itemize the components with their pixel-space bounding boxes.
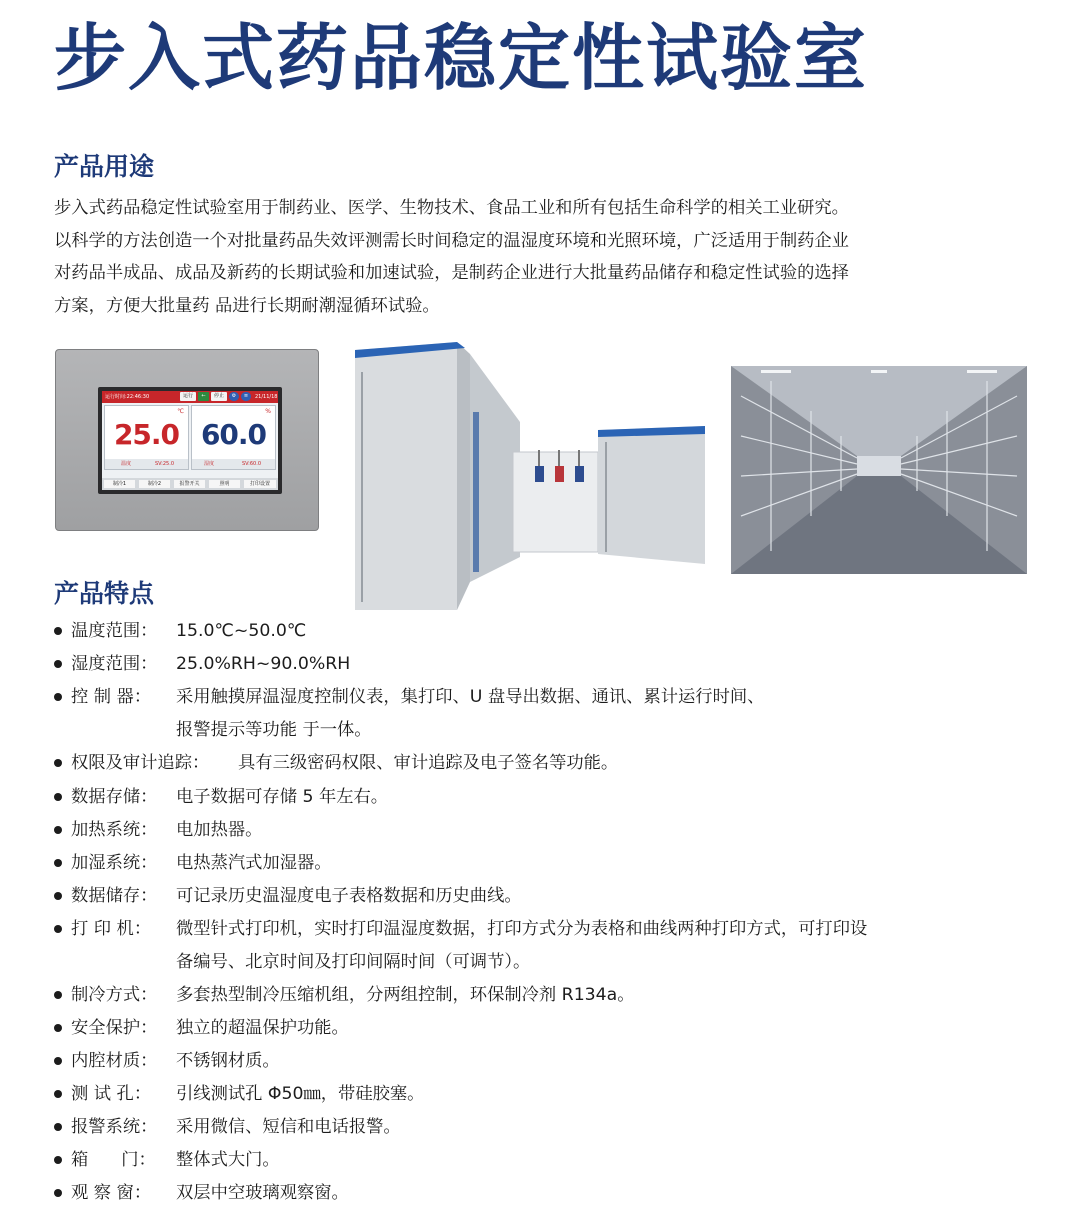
- usage-line: 对药品半成品、成品及新药的长期试验和加速试验，是制药企业进行大批量药品储存和稳定性试验的选择: [54, 263, 849, 283]
- clock-text: 21/11/18: [255, 394, 278, 400]
- feature-label: 数据储存：: [71, 886, 158, 906]
- bullet-icon: [54, 660, 62, 668]
- feature-value: 25.0%RH~90.0%RH: [176, 654, 351, 674]
- feature-value: 微型针式打印机，实时打印温湿度数据，打印方式分为表格和曲线两种打印方式，可打印设: [176, 919, 868, 939]
- feature-value: 独立的超温保护功能。: [176, 1018, 349, 1038]
- hum-footer: [192, 459, 275, 469]
- screen-bottom-bar: [102, 478, 278, 490]
- usage-line: 方案，方便大批量药 品进行长期耐潮湿循环试验。: [54, 295, 440, 316]
- run-time-text: 运行时间:22:46:30: [105, 394, 150, 400]
- bullet-icon: [54, 793, 62, 801]
- usage-line: 步入式药品稳定性试验室用于制药业、医学、生物技术、食品工业和所有包括生命科学的相关工业研究。: [54, 198, 849, 218]
- bullet-icon: [54, 859, 62, 867]
- feature-value: 可记录历史温湿度电子表格数据和历史曲线。: [176, 886, 522, 906]
- chamber-illustration: [355, 342, 705, 610]
- feature-label: 湿度范围：: [71, 654, 158, 674]
- feature-label: 温度范围：: [71, 621, 158, 641]
- cooling1-button: 制冷1: [104, 480, 135, 488]
- feature-value: 具有三级密码权限、审计追踪及电子签名等功能。: [238, 753, 619, 773]
- bullet-icon: [54, 991, 62, 999]
- controller-bezel: [98, 387, 282, 494]
- bullet-icon: [54, 1123, 62, 1131]
- hum-unit: %: [265, 408, 271, 415]
- alarm-switch-button: 报警开关: [174, 480, 205, 488]
- humidity-display: [191, 405, 276, 470]
- feature-value: 15.0℃~50.0℃: [176, 621, 307, 641]
- hum-value: 60.0: [200, 418, 267, 451]
- feature-value: 采用微信、短信和电话报警。: [176, 1117, 401, 1137]
- feature-label: 加湿系统：: [71, 853, 158, 873]
- feature-value: 电加热器。: [176, 820, 263, 840]
- feature-label: 报警系统：: [71, 1117, 158, 1137]
- usage-paragraph: [54, 192, 1044, 322]
- menu-icon: ≡: [241, 392, 251, 401]
- temperature-display: [104, 405, 189, 470]
- bullet-icon: [54, 892, 62, 900]
- back-arrow-icon: ←: [198, 392, 209, 401]
- feature-value: 不锈钢材质。: [176, 1051, 280, 1071]
- shelves-illustration: [731, 366, 1027, 574]
- hum-setpoint: SV:60.0: [242, 461, 262, 467]
- walk-in-chamber-image: [355, 342, 705, 610]
- temp-unit: ℃: [177, 408, 184, 415]
- settings-icon: ⚙: [229, 392, 239, 401]
- lighting-button: 照明: [209, 480, 240, 488]
- features-heading: 产品特点: [54, 579, 155, 608]
- feature-label: 加热系统：: [71, 820, 158, 840]
- feature-continuation: 报警提示等功能 于一体。: [176, 720, 372, 740]
- feature-value: 双层中空玻璃观察窗。: [176, 1183, 349, 1203]
- feature-label: 测 试 孔：: [71, 1084, 152, 1104]
- feature-label: 权限及审计追踪：: [71, 753, 210, 773]
- screen-status-bar: [102, 391, 278, 403]
- feature-label: 安全保护：: [71, 1018, 158, 1038]
- feature-value: 采用触摸屏温湿度控制仪表，集打印、U 盘导出数据、通讯、累计运行时间、: [176, 687, 765, 707]
- hum-label: 湿度: [204, 461, 215, 467]
- bullet-icon: [54, 759, 62, 767]
- bullet-icon: [54, 1189, 62, 1197]
- temp-setpoint: SV:25.0: [155, 461, 175, 467]
- usage-line: 以科学的方法创造一个对批量药品失效评测需长时间稳定的温湿度环境和光照环境，广泛适用于制药企业: [54, 230, 849, 251]
- feature-label: 控 制 器：: [71, 687, 152, 707]
- bullet-icon: [54, 1156, 62, 1164]
- interior-shelves-image: [731, 366, 1027, 574]
- controller-screen: [102, 391, 278, 490]
- bullet-icon: [54, 693, 62, 701]
- bullet-icon: [54, 1024, 62, 1032]
- bullet-icon: [54, 627, 62, 635]
- cooling2-button: 制冷2: [139, 480, 170, 488]
- usage-heading: 产品用途: [54, 152, 155, 181]
- feature-value: 引线测试孔 Φ50㎜，带硅胶塞。: [176, 1084, 425, 1104]
- bullet-icon: [54, 1090, 62, 1098]
- print-settings-button: 打印设置: [244, 480, 276, 488]
- feature-label: 打 印 机：: [71, 919, 152, 939]
- temp-value: 25.0: [113, 418, 180, 451]
- temp-footer: [105, 459, 188, 469]
- feature-value: 多套热型制冷压缩机组，分两组控制，环保制冷剂 R134a。: [176, 985, 635, 1005]
- feature-label: 箱 门：: [71, 1150, 156, 1170]
- feature-value: 电热蒸汽式加湿器。: [176, 853, 332, 873]
- page-title: 步入式药品稳定性试验室: [54, 15, 869, 100]
- bullet-icon: [54, 925, 62, 933]
- stop-button: 停止: [211, 392, 227, 401]
- feature-label: 数据存储：: [71, 787, 158, 807]
- feature-value: 整体式大门。: [176, 1150, 280, 1170]
- run-button: 运行: [180, 392, 196, 401]
- bullet-icon: [54, 826, 62, 834]
- feature-continuation: 备编号、北京时间及打印间隔时间（可调节）。: [176, 952, 531, 972]
- feature-label: 观 察 窗：: [71, 1183, 152, 1203]
- controller-panel-image: [55, 349, 319, 531]
- feature-label: 制冷方式：: [71, 985, 158, 1005]
- feature-label: 内腔材质：: [71, 1051, 158, 1071]
- temp-label: 温度: [121, 461, 132, 467]
- feature-value: 电子数据可存储 5 年左右。: [176, 787, 389, 807]
- bullet-icon: [54, 1057, 62, 1065]
